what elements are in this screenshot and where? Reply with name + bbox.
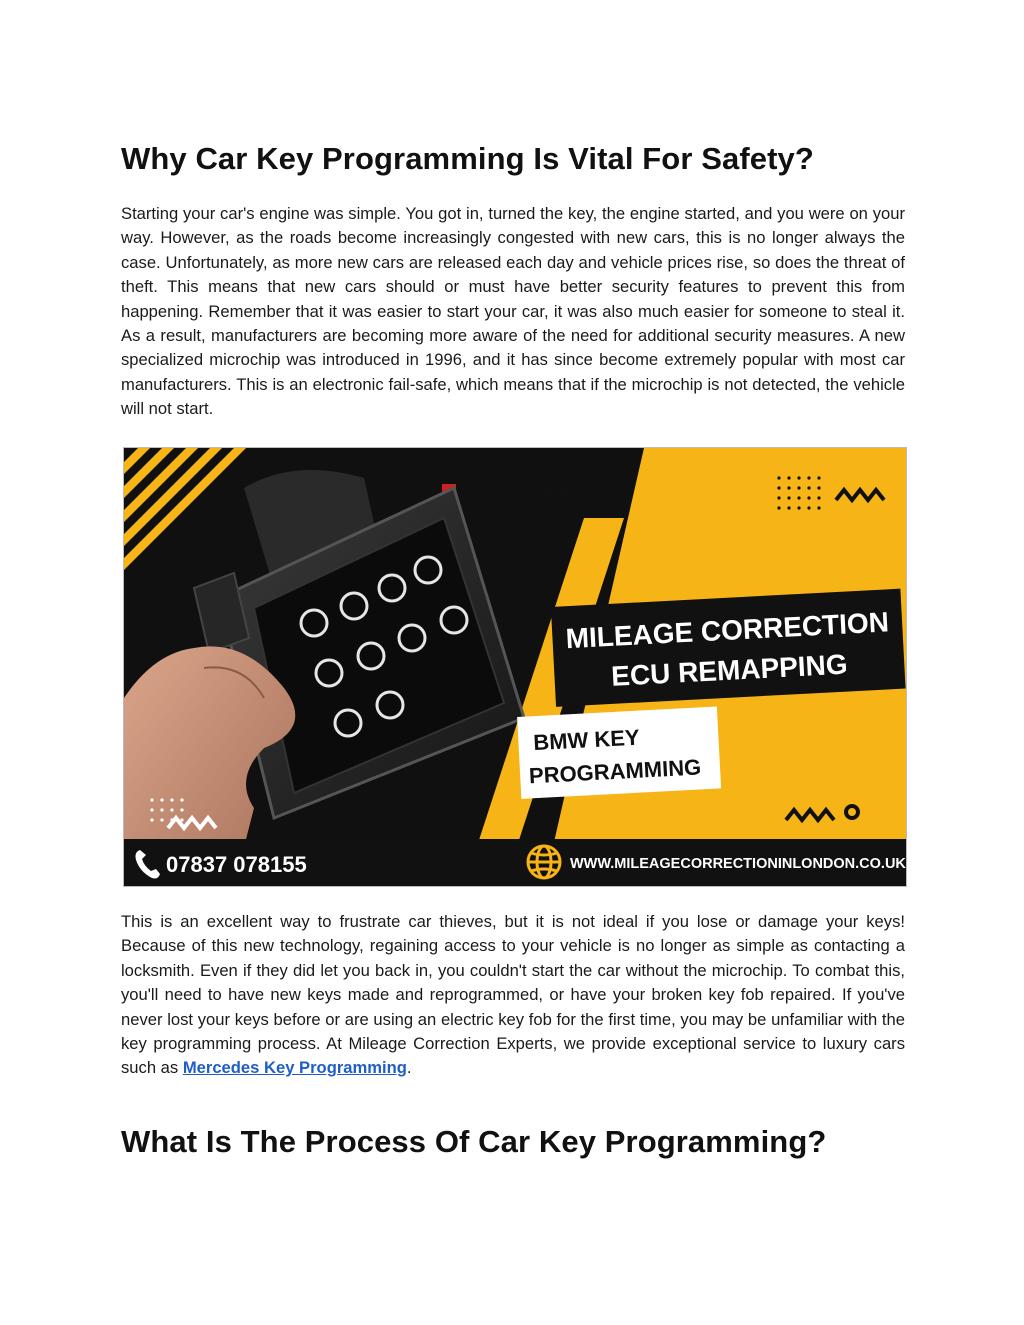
intro-paragraph: Starting your car's engine was simple. You got in, turned the key, the engine started, and you were on your way. However, as the roads become increasingly congested with new cars, this is no longer always the case. Unfortunately, as more new cars are released each day and vehicle prices rise, so does the threat of theft. This means that new cars should or must have better security features to prevent this from happening. Remember that it was easier to start your car, it was also much easier for someone to steal it. As a result, manufacturers are becoming more aware of the need for additional security measures. A new specialized microchip was introduced in 1996, and it has since become extremely popular with most car manufacturers. This is an electronic fail-safe, which means that if the microchip is not detected, the vehicle will not start. xyxy=(121,204,905,419)
headline-band xyxy=(551,589,906,707)
section-heading-safety: Why Car Key Programming Is Vital For Safety? xyxy=(121,141,814,176)
headline-line-2: ECU REMAPPING xyxy=(610,648,849,692)
promo-banner-image xyxy=(123,447,907,887)
banner-phone-number: 07837 078155 xyxy=(166,852,307,877)
paragraph-end: . xyxy=(406,1058,412,1078)
paragraph-text: This is an excellent way to frustrate car thieves, but it is not ideal if you lose or damage your keys! Because of this new technology, regaining access to your vehicle is no longer as simple as contacting a locksmith. Even if they did let you back in, you couldn't start the car without the microchip. To combat this, you'll need to have new keys made and reprogrammed, or have your broken key fob repaired. If you've never lost your keys before or are using an electric key fob for the first time, you may be unfamiliar with the key programming process. At Mileage Correction Experts, we provide exceptional service to luxury cars such as xyxy=(121,912,905,1078)
headline-line-1: MILEAGE CORRECTION xyxy=(564,606,890,655)
sub-box xyxy=(517,707,721,799)
section-heading-process: What Is The Process Of Car Key Programming? xyxy=(121,1124,827,1159)
sub-line-2: PROGRAMMING xyxy=(528,754,702,789)
sub-line-1: BMW KEY xyxy=(532,724,641,756)
key-programming-paragraph xyxy=(121,910,905,1081)
mercedes-key-programming-link[interactable]: Mercedes Key Programming xyxy=(182,1058,407,1078)
banner-website: WWW.MILEAGECORRECTIONINLONDON.CO.UK xyxy=(570,856,906,872)
